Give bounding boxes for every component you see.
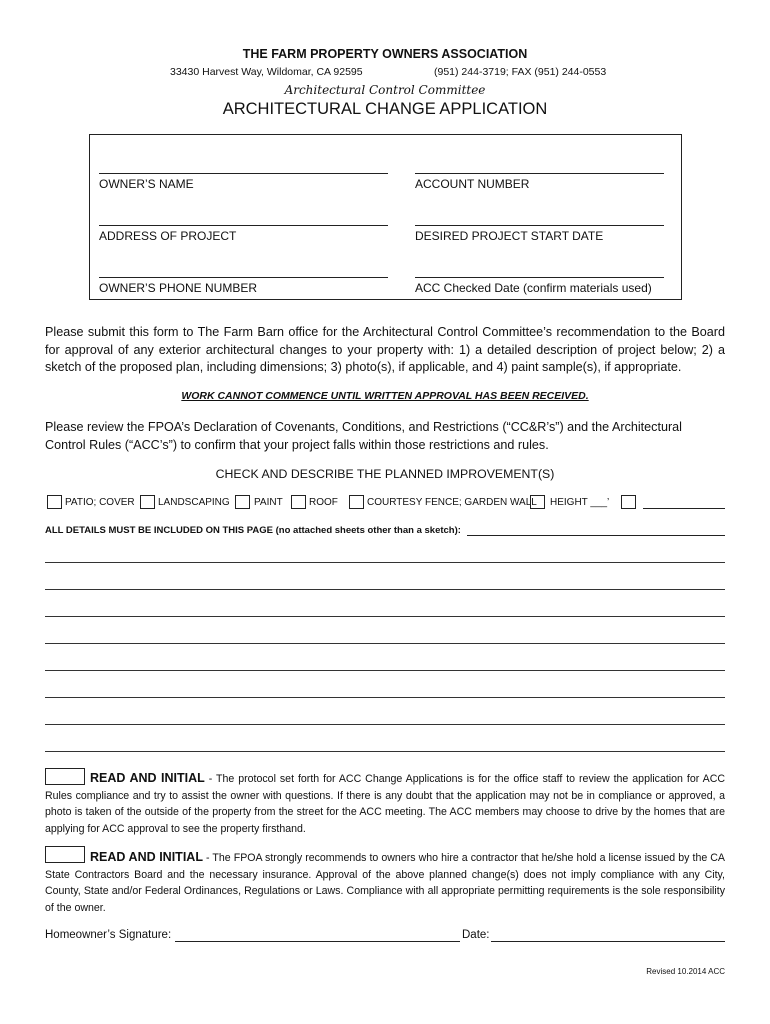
signature-date-field[interactable] (491, 941, 725, 942)
details-line[interactable] (45, 724, 725, 725)
office-address: 33430 Harvest Way, Wildomar, CA 92595 (170, 66, 363, 78)
committee-name: Architectural Control Committee (284, 83, 486, 97)
landscaping-checkbox[interactable] (140, 495, 155, 509)
other-improvement-field[interactable] (643, 508, 725, 509)
patio-cover-checkbox[interactable] (47, 495, 62, 509)
approval-warning: WORK CANNOT COMMENCE UNTIL WRITTEN APPROVAL HAS BEEN RECEIVED. (181, 390, 589, 402)
acc-checked-date-field[interactable] (415, 277, 664, 278)
courtesy-fence-label: COURTESY FENCE; GARDEN WALL (367, 497, 537, 508)
details-line[interactable] (45, 751, 725, 752)
start-date-label: DESIRED PROJECT START DATE (415, 229, 604, 243)
protocol-text: - The protocol set forth for ACC Change Applications is for the office staff to review the application for ACC Rules compliance and try to assist the owner with questions. If there is any doubt that the application may not be in compliance or approved, a photo is taken of the outside of the property from the street for the ACC meeting. The ACC members may choose to drive by the homes that are applying for ACC approval to see the property firsthand. (45, 773, 725, 835)
owners-phone-label: OWNER’S PHONE NUMBER (99, 281, 258, 295)
account-number-field[interactable] (415, 173, 664, 174)
account-number-label: ACCOUNT NUMBER (415, 177, 530, 191)
form-title: ARCHITECTURAL CHANGE APPLICATION (222, 100, 548, 118)
paint-label: PAINT (254, 497, 283, 508)
owners-name-label: OWNER’S NAME (99, 177, 194, 191)
date-label: Date: (462, 929, 490, 941)
owners-name-field[interactable] (99, 173, 388, 174)
homeowner-signature-field[interactable] (175, 941, 460, 942)
details-line[interactable] (45, 562, 725, 563)
paint-checkbox[interactable] (235, 495, 250, 509)
details-line[interactable] (45, 697, 725, 698)
details-line[interactable] (45, 643, 725, 644)
courtesy-fence-checkbox[interactable] (349, 495, 364, 509)
owner-info-box (89, 134, 682, 300)
submission-instructions: Please submit this form to The Farm Barn office for the Architectural Control Committee’s recommendation to the Board for approval of any exterior architectural changes to your property with: 1) a detailed description of project below; 2) a sketch of the proposed plan, including dimensions; 3) photo(s), if applicable, and 4) paint sample(s), if appropriate. (45, 325, 725, 374)
project-address-label: ADDRESS OF PROJECT (99, 229, 237, 243)
project-address-field[interactable] (99, 225, 388, 226)
details-line[interactable] (45, 589, 725, 590)
read-and-initial-heading: READ AND INITIAL (90, 850, 203, 864)
details-line[interactable] (45, 670, 725, 671)
details-line[interactable] (45, 616, 725, 617)
revision-note: Revised 10.2014 ACC (646, 967, 725, 976)
homeowner-signature-label: Homeowner’s Signature: (45, 929, 172, 941)
patio-cover-label: PATIO; COVER (65, 497, 135, 508)
protocol-acknowledgement (45, 770, 725, 837)
roof-label: ROOF (309, 497, 338, 508)
improvements-heading: CHECK AND DESCRIBE THE PLANNED IMPROVEMENT(S) (215, 467, 555, 481)
phone-fax: (951) 244-3719; FAX (951) 244-0553 (434, 66, 607, 78)
contractor-acknowledgement (45, 849, 725, 916)
review-instructions: Please review the FPOA’s Declaration of Covenants, Conditions, and Restrictions (“CC&R’s”) and the Architectural Control Rules (“ACC’s”) to confirm that your project falls within those restrictions and rules. (45, 420, 682, 452)
start-date-field[interactable] (415, 225, 664, 226)
association-name: THE FARM PROPERTY OWNERS ASSOCIATION (242, 47, 528, 61)
owners-phone-field[interactable] (99, 277, 388, 278)
height-label: HEIGHT ___’ (550, 497, 610, 508)
details-label: ALL DETAILS MUST BE INCLUDED ON THIS PAGE (no attached sheets other than a sketch): (45, 525, 461, 536)
read-and-initial-heading: READ AND INITIAL (90, 771, 205, 785)
height-checkbox[interactable] (530, 495, 545, 509)
roof-checkbox[interactable] (291, 495, 306, 509)
acc-checked-date-label: ACC Checked Date (confirm materials used) (415, 281, 652, 295)
landscaping-label: LANDSCAPING (158, 497, 230, 508)
details-first-line[interactable] (467, 535, 725, 536)
contractor-text: - The FPOA strongly recommends to owners who hire a contractor that he/she hold a license issued by the CA State Contractors Board and the necessary insurance. Approval of the above planned change(s) does not imply compliance with any City, County, State and/or Federal Ordinances, Regulations or Laws. Compliance with all appropriate permitting requirements is the sole responsibility of the owner. (45, 852, 726, 914)
other-checkbox[interactable] (621, 495, 636, 509)
